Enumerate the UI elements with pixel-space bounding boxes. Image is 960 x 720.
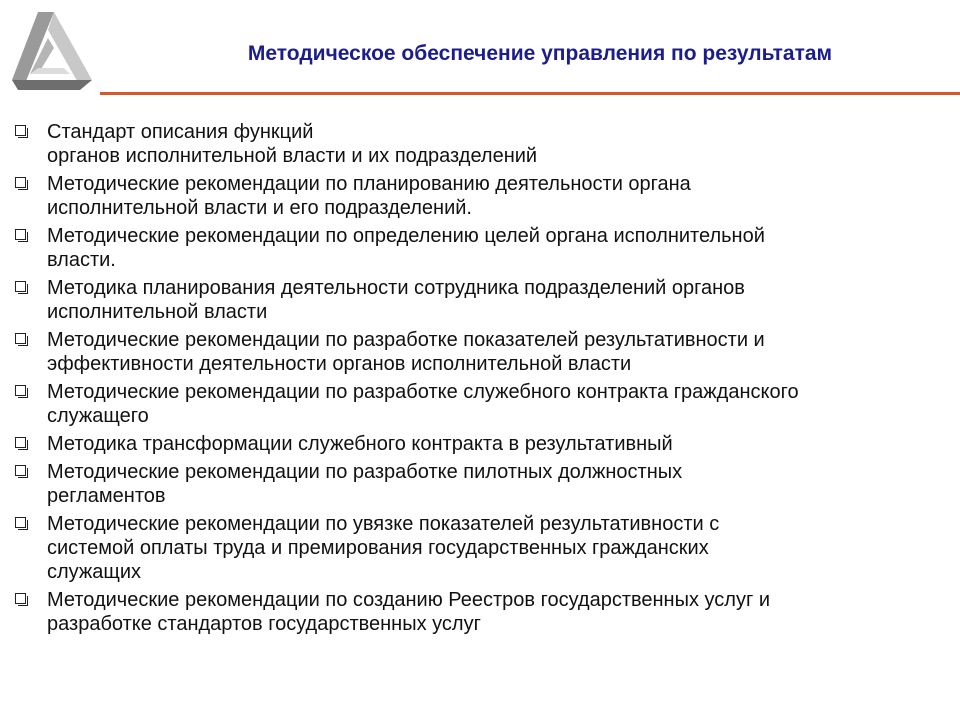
list-item-text: Методические рекомендации по определению целей органа исполнительной власти. xyxy=(47,225,765,271)
list-item xyxy=(14,328,944,376)
checkbox-bullet-icon xyxy=(15,281,26,292)
list-item xyxy=(14,380,944,428)
list-item xyxy=(14,224,944,272)
list-item xyxy=(14,460,944,508)
list-item xyxy=(14,512,944,584)
checkbox-bullet-icon xyxy=(15,465,26,476)
title-divider xyxy=(100,92,960,95)
checkbox-bullet-icon xyxy=(15,593,26,604)
checkbox-bullet-icon xyxy=(15,385,26,396)
list-item xyxy=(14,120,944,168)
checkbox-bullet-icon xyxy=(15,229,26,240)
list-item-text: Методические рекомендации по разработке показателей результативности и эффективности деятельности органов исполнительной власти xyxy=(47,329,765,375)
checkbox-bullet-icon xyxy=(15,517,26,528)
impossible-triangle-icon xyxy=(8,8,94,94)
list-item-text: Методические рекомендации по разработке пилотных должностных регламентов xyxy=(47,461,683,507)
slide-title: Методическое обеспечение управления по результатам xyxy=(247,42,833,65)
checkbox-bullet-icon xyxy=(15,333,26,344)
list-item xyxy=(14,276,944,324)
list-item xyxy=(14,588,944,636)
checkbox-bullet-icon xyxy=(15,177,26,188)
list-item-text: Методические рекомендации по созданию Реестров государственных услуг и разработке стандартов государственных услуг xyxy=(47,589,770,635)
list-item-text: Методические рекомендации по разработке служебного контракта гражданского служащего xyxy=(47,381,799,427)
checkbox-bullet-icon xyxy=(15,125,26,136)
bullet-list xyxy=(14,120,944,640)
list-item-text: Методика трансформации служебного контракта в результативный xyxy=(47,433,673,455)
list-item-text: Методические рекомендации по планированию деятельности органа исполнительной власти и его подразделений. xyxy=(47,173,691,219)
list-item-text: Методические рекомендации по увязке показателей результативности с системой оплаты труда и премирования государственных гражданских служащих xyxy=(47,513,720,583)
list-item xyxy=(14,172,944,220)
list-item xyxy=(14,432,944,456)
list-item-text: Методика планирования деятельности сотрудника подразделений органов исполнительной власти xyxy=(47,277,745,323)
list-item-text: Стандарт описания функций органов исполнительной власти и их подразделений xyxy=(47,121,538,167)
checkbox-bullet-icon xyxy=(15,437,26,448)
